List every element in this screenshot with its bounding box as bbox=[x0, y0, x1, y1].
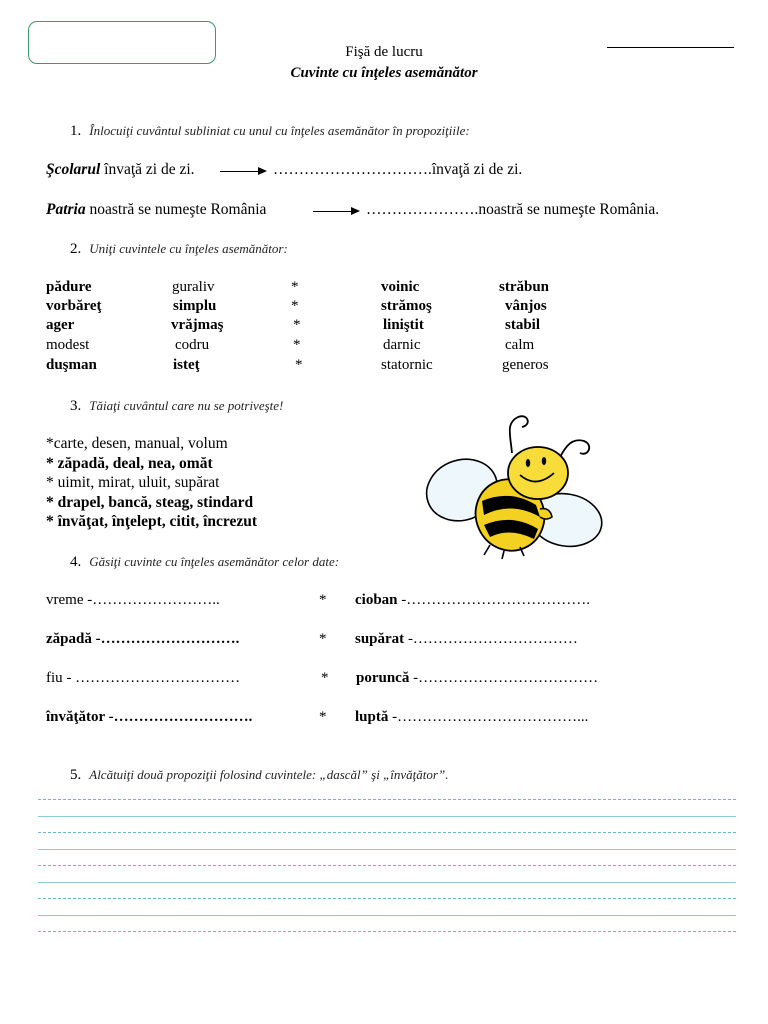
ex2-star: * bbox=[291, 279, 299, 295]
ex2-word[interactable]: darnic bbox=[383, 337, 421, 353]
ex1-text: Înlocuiţi cuvântul subliniat cu unul cu înţeles asemănător în propoziţiile: bbox=[89, 123, 470, 138]
page-subtitle: Cuvinte cu înţeles asemănător bbox=[290, 65, 478, 81]
ex4-right-word: luptă bbox=[355, 709, 389, 725]
ex1-answer-2 bbox=[366, 201, 659, 219]
ex4-right-blank[interactable]: -……………………………… bbox=[409, 670, 599, 686]
ex2-word[interactable]: ager bbox=[46, 317, 75, 333]
ex1-sentence-1 bbox=[46, 161, 195, 179]
ex2-word[interactable]: vrăjmaş bbox=[171, 317, 224, 333]
ex4-right-blank[interactable]: -………………………………. bbox=[397, 592, 591, 608]
ex3-number: 3. bbox=[70, 398, 82, 414]
ex2-word[interactable]: vorbăreţ bbox=[46, 298, 102, 314]
ex1-s2-underlined-word: Patria bbox=[46, 201, 86, 218]
ex4-star: * bbox=[319, 631, 327, 647]
ex4-left-item[interactable]: învăţător -………………………. bbox=[46, 709, 253, 725]
ex4-right-blank[interactable]: -…………………………… bbox=[404, 631, 578, 647]
ex2-word[interactable]: voinic bbox=[381, 279, 420, 295]
ex1-answer-1-rest: învaţă zi de zi. bbox=[431, 161, 523, 178]
ex4-right-item[interactable] bbox=[355, 709, 588, 726]
ex1-blank-1[interactable]: …………………………. bbox=[273, 161, 432, 178]
ex2-number: 2. bbox=[70, 241, 82, 257]
ex5-number: 5. bbox=[70, 767, 82, 783]
writing-line-dashed[interactable] bbox=[38, 832, 736, 833]
writing-lines[interactable] bbox=[38, 799, 736, 948]
ex4-right-item[interactable] bbox=[355, 631, 578, 648]
ex4-instruction bbox=[70, 554, 339, 571]
ex3-line[interactable]: * drapel, bancă, steag, stindard bbox=[46, 493, 254, 511]
ex3-line[interactable]: * zăpadă, deal, nea, omăt bbox=[46, 454, 213, 472]
ex1-s1-underlined-word: Şcolarul bbox=[46, 161, 101, 178]
ex1-arrow-2-icon bbox=[313, 211, 358, 212]
ex4-star: * bbox=[319, 592, 327, 608]
writing-line-dashed[interactable] bbox=[38, 931, 736, 932]
ex2-star: * bbox=[293, 337, 301, 353]
ex2-word[interactable]: calm bbox=[505, 337, 535, 353]
ex2-instruction bbox=[70, 241, 288, 258]
ex1-blank-2[interactable]: …………………. bbox=[366, 201, 479, 218]
writing-line-dashed[interactable] bbox=[38, 898, 736, 899]
ex2-word[interactable]: simplu bbox=[173, 298, 217, 314]
ex2-word[interactable]: străbun bbox=[499, 279, 550, 295]
ex1-number: 1. bbox=[70, 123, 82, 139]
ex4-text: Găsiţi cuvinte cu înţeles asemănător celor date: bbox=[89, 554, 340, 569]
ex4-left-item[interactable]: vreme -…………………….. bbox=[46, 592, 220, 608]
ex2-word[interactable]: duşman bbox=[46, 357, 97, 373]
ex4-right-word: cioban bbox=[355, 592, 398, 608]
ex4-number: 4. bbox=[70, 554, 82, 570]
ex2-star: * bbox=[293, 317, 301, 333]
ex4-left-item[interactable]: zăpadă -………………………. bbox=[46, 631, 240, 647]
ex4-right-item[interactable] bbox=[356, 670, 598, 687]
ex5-instruction bbox=[70, 767, 448, 784]
ex1-answer-1 bbox=[273, 161, 522, 179]
page-title: Fişă de lucru bbox=[345, 44, 423, 60]
ex3-line[interactable]: * învăţat, înţelept, citit, încrezut bbox=[46, 513, 258, 530]
ex2-word[interactable]: modest bbox=[46, 337, 90, 353]
writing-line-solid[interactable] bbox=[38, 882, 736, 883]
writing-line-dashed[interactable] bbox=[38, 865, 736, 866]
ex2-word[interactable]: codru bbox=[175, 337, 210, 353]
ex1-sentence-2 bbox=[46, 201, 266, 219]
writing-line-solid[interactable] bbox=[38, 816, 736, 817]
ex4-right-word: supărat bbox=[355, 631, 405, 647]
ex3-instruction bbox=[70, 398, 283, 415]
ex1-answer-2-rest: noastră se numeşte România. bbox=[478, 201, 660, 218]
ex2-word[interactable]: strămoş bbox=[381, 298, 432, 314]
ex3-line[interactable]: *carte, desen, manual, volum bbox=[46, 435, 228, 452]
ex4-right-item[interactable] bbox=[355, 592, 590, 609]
ex4-right-blank[interactable]: -………………………………... bbox=[388, 709, 589, 725]
writing-line-solid[interactable] bbox=[38, 849, 736, 850]
writing-line-solid[interactable] bbox=[38, 915, 736, 916]
ex3-line[interactable]: * uimit, mirat, uluit, supărat bbox=[46, 474, 220, 491]
ex2-text: Uniţi cuvintele cu înţeles asemănător: bbox=[89, 241, 288, 256]
ex2-word[interactable]: liniştit bbox=[383, 317, 424, 333]
ex2-word[interactable]: isteţ bbox=[173, 357, 200, 373]
bee-illustration-icon bbox=[420, 405, 610, 560]
ex4-star: * bbox=[321, 670, 329, 686]
ex2-word[interactable]: generos bbox=[502, 357, 549, 373]
ex2-word[interactable]: stabil bbox=[505, 317, 541, 333]
ex3-text: Tăiaţi cuvântul care nu se potriveşte! bbox=[89, 398, 284, 413]
ex2-word[interactable]: pădure bbox=[46, 279, 92, 295]
ex2-word[interactable]: vânjos bbox=[505, 298, 547, 314]
ex2-star: * bbox=[295, 357, 303, 373]
ex2-word[interactable]: guraliv bbox=[172, 279, 215, 295]
ex3-word-list bbox=[46, 434, 257, 532]
ex4-right-word: poruncă bbox=[356, 670, 410, 686]
ex1-instruction bbox=[70, 123, 470, 140]
ex5-text: Alcătuiţi două propoziţii folosind cuvintele: „dascăl” şi „învăţător”. bbox=[89, 767, 449, 782]
ex2-word[interactable]: statornic bbox=[381, 357, 433, 373]
ex4-left-item[interactable]: fiu - …………………………… bbox=[46, 670, 241, 686]
writing-line-dashed[interactable] bbox=[38, 799, 736, 800]
ex2-star: * bbox=[291, 298, 299, 314]
ex1-s1-rest: învaţă zi de zi. bbox=[100, 161, 195, 178]
ex1-arrow-1-icon bbox=[220, 171, 265, 172]
ex4-star: * bbox=[319, 709, 327, 725]
ex1-s2-rest: noastră se numeşte România bbox=[85, 201, 267, 218]
